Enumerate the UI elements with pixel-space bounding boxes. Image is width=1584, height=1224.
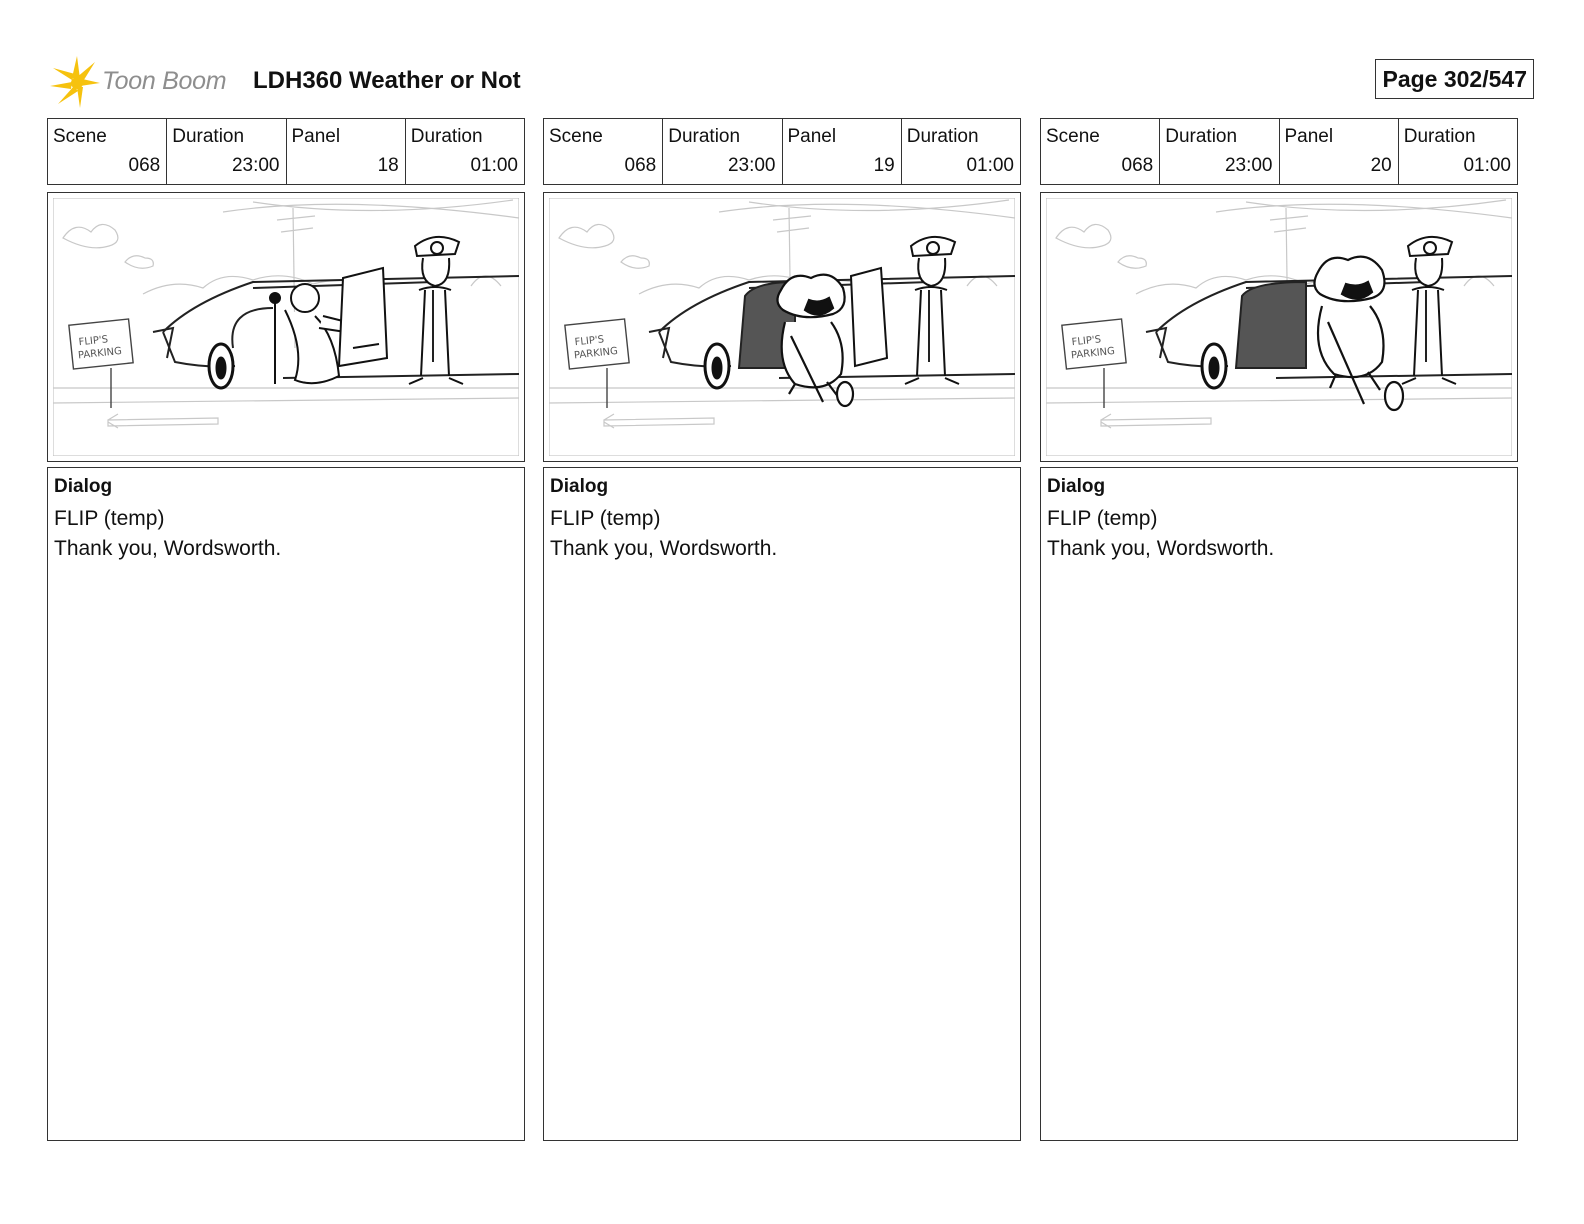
parking-sign-line1: FLIP'S	[574, 334, 605, 349]
scene-label: Scene	[1046, 126, 1100, 147]
document-title: LDH360 Weather or Not	[253, 67, 521, 94]
storyboard-sketch	[549, 198, 1015, 456]
parking-sign-line2: PARKING	[77, 345, 123, 362]
page-number: Page 302/547	[1375, 59, 1534, 99]
dialog-label: Dialog	[54, 476, 113, 497]
panel-value: 20	[1370, 155, 1392, 176]
storyboard-sketch	[1046, 198, 1512, 456]
panel-drawing	[47, 192, 525, 462]
logo-text: Toon Boom	[102, 67, 227, 95]
duration-label: Duration	[172, 126, 245, 147]
scene-duration-value: 23:00	[1224, 155, 1273, 176]
storyboard-sketch	[53, 198, 519, 456]
parking-sign-line1: FLIP'S	[1071, 334, 1102, 349]
dialog-text: Thank you, Wordsworth.	[54, 537, 282, 560]
scene-duration-value: 23:00	[727, 155, 776, 176]
starburst-icon	[50, 56, 102, 108]
duration-label: Duration	[906, 126, 979, 147]
panel-drawing	[543, 192, 1021, 462]
panel-cell	[1280, 119, 1399, 184]
dialog-text: Thank you, Wordsworth.	[1047, 537, 1275, 560]
duration-label: Duration	[410, 126, 483, 147]
panel-label: Panel	[1284, 126, 1334, 147]
panel-duration-cell	[1399, 119, 1517, 184]
scene-cell	[48, 119, 167, 184]
scene-cell	[544, 119, 663, 184]
scene-duration-value: 23:00	[231, 155, 280, 176]
dialog-speaker: FLIP (temp)	[54, 507, 165, 530]
panel-label: Panel	[291, 126, 341, 147]
scene-duration-cell	[167, 119, 286, 184]
dialog-label: Dialog	[550, 476, 609, 497]
panel-value: 19	[873, 155, 895, 176]
scene-label: Scene	[549, 126, 603, 147]
parking-sign-line2: PARKING	[1070, 345, 1116, 362]
duration-label: Duration	[1165, 126, 1238, 147]
panel-duration-cell	[902, 119, 1020, 184]
scene-cell	[1041, 119, 1160, 184]
scene-value: 068	[128, 155, 161, 176]
scene-label: Scene	[53, 126, 107, 147]
panel-duration-value: 01:00	[1463, 155, 1511, 176]
panel-drawing	[1040, 192, 1518, 462]
toon-boom-logo	[50, 54, 240, 110]
scene-value: 068	[1121, 155, 1154, 176]
panel-info-table	[47, 118, 525, 185]
parking-sign-line2: PARKING	[573, 345, 619, 362]
header	[50, 54, 1534, 110]
panel-duration-value: 01:00	[966, 155, 1014, 176]
panel-info-table	[1040, 118, 1518, 185]
panel-label: Panel	[787, 126, 837, 147]
dialog-label: Dialog	[1047, 476, 1106, 497]
dialog-text: Thank you, Wordsworth.	[550, 537, 778, 560]
panel-duration-cell	[406, 119, 524, 184]
duration-label: Duration	[1403, 126, 1476, 147]
panel-value: 18	[377, 155, 399, 176]
dialog-box	[543, 467, 1021, 1141]
dialog-speaker: FLIP (temp)	[550, 507, 661, 530]
dialog-speaker: FLIP (temp)	[1047, 507, 1158, 530]
duration-label: Duration	[668, 126, 741, 147]
scene-duration-cell	[663, 119, 782, 184]
panel-info-table	[543, 118, 1021, 185]
parking-sign-line1: FLIP'S	[78, 334, 109, 349]
scene-value: 068	[624, 155, 657, 176]
dialog-box	[47, 467, 525, 1141]
dialog-box	[1040, 467, 1518, 1141]
scene-duration-cell	[1160, 119, 1279, 184]
panel-cell	[287, 119, 406, 184]
panel-cell	[783, 119, 902, 184]
panel-duration-value: 01:00	[470, 155, 518, 176]
